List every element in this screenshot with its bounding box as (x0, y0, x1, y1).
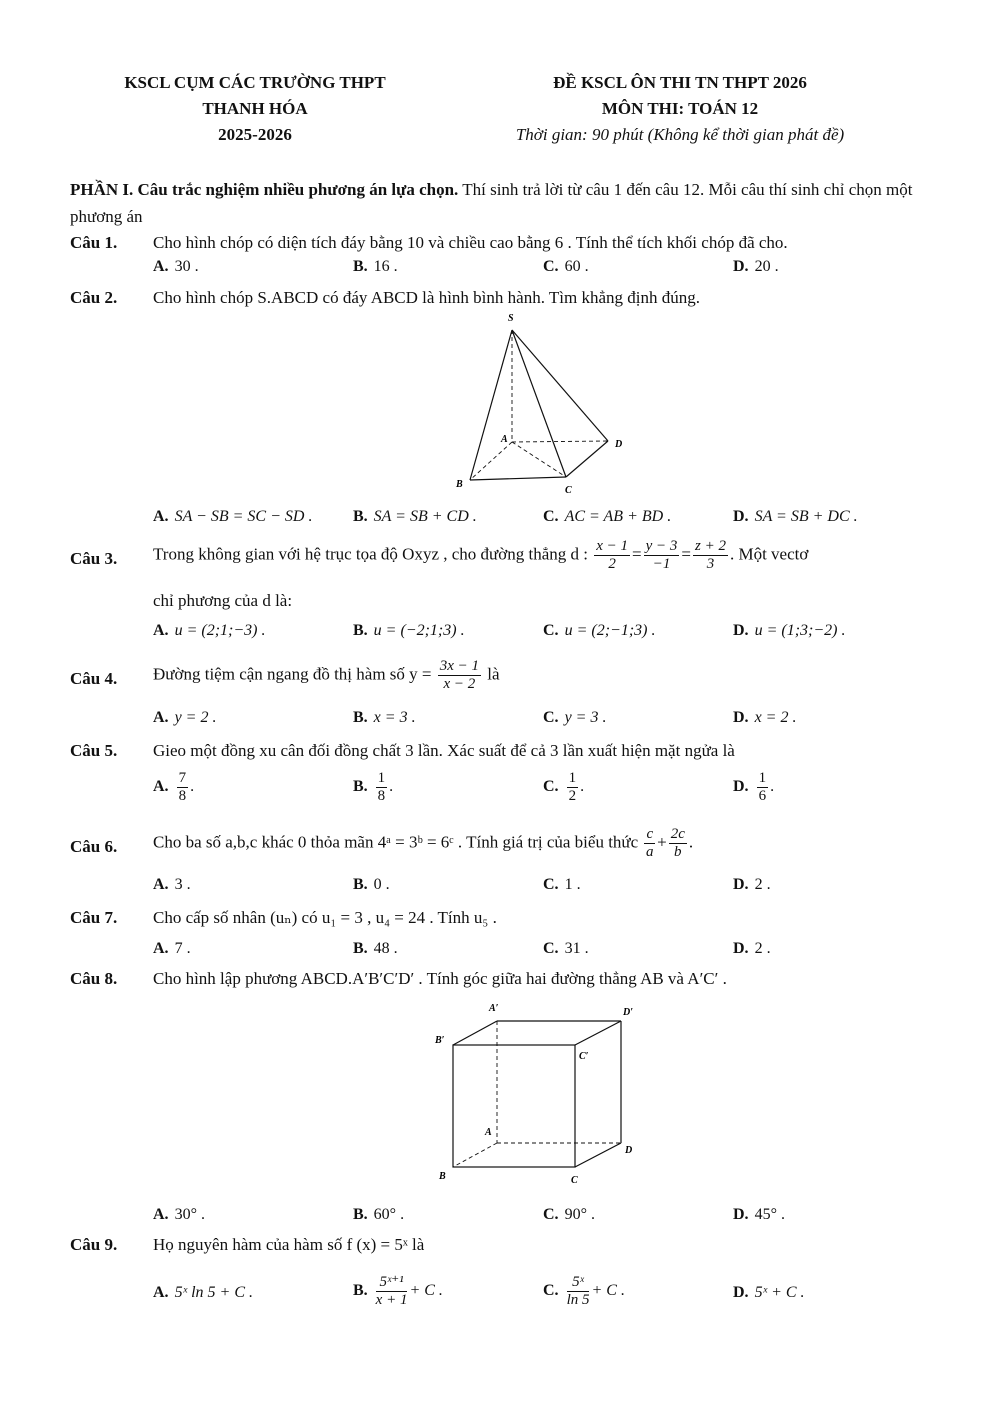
option-b[interactable]: B. 16 . (353, 258, 398, 275)
question-label: Câu 8. (70, 969, 118, 988)
edge-ad (512, 441, 608, 442)
fraction: $\frac{2c}{b}$ (670, 826, 685, 860)
option-d[interactable]: D. 2 . (733, 940, 771, 957)
options-2 (153, 508, 933, 532)
options-9 (153, 1274, 933, 1324)
options-6 (153, 876, 933, 900)
header-left (90, 70, 420, 148)
question-text: Cho cấp số nhân (uₙ) có u₁ = 3 , u₄ = 24 . Tính u₅ . (153, 908, 497, 927)
options-8 (153, 1206, 933, 1230)
edge-sb (470, 330, 512, 480)
question-text: Trong không gian với hệ trục tọa độ Oxyz , cho đường thẳng d : $\frac{x - 1}{2}$ = $\frac{y - 3}{-1}$ = $\frac{z + 2}{3}$ . Một vectơ (153, 538, 809, 572)
option-b[interactable]: B. x = 3 . (353, 709, 416, 726)
exam-title: ĐỀ KSCL ÔN THI TN THPT 2026 (553, 73, 807, 92)
option-a[interactable]: A. SA − SB = SC − SD . (153, 508, 313, 525)
edge-ab (470, 442, 512, 480)
options-4 (153, 709, 933, 733)
question-text: Cho hình lập phương ABCD.A′B′C′D′ . Tính góc giữa hai đường thẳng AB và A′C′ . (153, 969, 727, 988)
option-a[interactable]: A. 3 . (153, 876, 191, 893)
section-title: PHẦN I. Câu trắc nghiệm nhiều phương án lựa chọn. (70, 180, 459, 199)
question-text: Gieo một đồng xu cân đối đồng chất 3 lần. Xác suất để cả 3 lần xuất hiện mặt ngửa là (153, 741, 735, 760)
option-d[interactable]: D. u = (1;3;−2) . (733, 622, 846, 639)
option-a[interactable]: A. 30° . (153, 1206, 205, 1223)
option-b[interactable]: B. 60° . (353, 1206, 405, 1223)
vertex-b-label: B (439, 1171, 446, 1182)
question-text: Cho ba số a,b,c khác 0 thỏa mãn 4ᵃ = 3ᵇ = 6ᶜ . Tính giá trị của biểu thức $\frac{c}{a}$ + $\frac{2c}{b}$ . (153, 826, 694, 860)
options-3 (153, 622, 933, 646)
option-a[interactable]: A. u = (2;1;−3) . (153, 622, 266, 639)
option-c[interactable]: C. $\frac{1}{2}$ . (543, 770, 585, 804)
option-c[interactable]: C. 1 . (543, 876, 581, 893)
option-d[interactable]: D. 5ˣ + C . (733, 1284, 805, 1301)
vertex-b-label: B (456, 479, 463, 490)
option-b[interactable]: B. u = (−2;1;3) . (353, 622, 465, 639)
vertex-d-label: D (615, 439, 623, 450)
question-label: Câu 4. (70, 669, 118, 688)
time-line: Thời gian: 90 phút (Không kể thời gian phát đề) (515, 125, 845, 144)
vertex-d-label: D (625, 1145, 633, 1156)
option-a[interactable]: A. y = 2 . (153, 709, 217, 726)
options-5 (153, 770, 933, 814)
option-c[interactable]: C. 31 . (543, 940, 589, 957)
edge-b1a1 (453, 1021, 497, 1045)
question-label: Câu 9. (70, 1235, 118, 1254)
option-d[interactable]: D. 20 . (733, 258, 779, 275)
option-d[interactable]: D. 2 . (733, 876, 771, 893)
question-text: Cho hình chóp có diện tích đáy bằng 10 và chiều cao bằng 6 . Tính thể tích khối chóp đã cho. (153, 233, 788, 252)
question-text: Cho hình chóp S.ABCD có đáy ABCD là hình bình hành. Tìm khẳng định đúng. (153, 288, 700, 307)
pyramid-figure (440, 310, 640, 500)
fraction: $\frac{3x - 1}{x - 2}$ (439, 658, 480, 692)
edge-c1d1 (575, 1021, 621, 1045)
fraction: $\frac{y - 3}{-1}$ (645, 538, 678, 572)
vertex-c1-label: C′ (579, 1051, 589, 1062)
fraction: $\frac{c}{a}$ (646, 826, 654, 860)
section-text: Thí sinh trả lời từ câu 1 đến câu 12. Mỗi câu thí sinh chỉ chọn một phương án (70, 180, 913, 226)
vertex-s-label: S (508, 313, 514, 324)
options-7 (153, 940, 933, 964)
option-c[interactable]: C. u = (2;−1;3) . (543, 622, 656, 639)
question-label: Câu 3. (70, 549, 118, 568)
school-line: KSCL CỤM CÁC TRƯỜNG THPT (124, 73, 386, 92)
question-text-cont: chỉ phương của d là: (153, 591, 293, 610)
edge-ab (453, 1143, 497, 1167)
option-d[interactable]: D. $\frac{1}{6}$ . (733, 770, 775, 804)
question-label: Câu 5. (70, 741, 118, 760)
subject-line: MÔN THI: TOÁN 12 (601, 99, 759, 118)
edge-bc (470, 477, 566, 480)
province-line: THANH HÓA (202, 99, 308, 118)
option-c[interactable]: C. AC = AB + BD . (543, 508, 672, 525)
front-face (453, 1045, 575, 1167)
vertex-c-label: C (565, 485, 572, 496)
option-a[interactable]: A. 30 . (153, 258, 199, 275)
edge-cd (575, 1143, 621, 1167)
option-a[interactable]: A. 5ˣ ln 5 + C . (153, 1284, 253, 1301)
vertex-d1-label: D′ (623, 1007, 634, 1018)
question-label: Câu 6. (70, 837, 118, 856)
question-text: Đường tiệm cận ngang đồ thị hàm số y = $\frac{3x - 1}{x - 2}$ là (153, 658, 500, 692)
option-b[interactable]: B. 48 . (353, 940, 398, 957)
options-1 (153, 258, 933, 282)
year-line: 2025-2026 (218, 125, 292, 144)
option-b[interactable]: B. $\frac{1}{8}$ . (353, 770, 394, 804)
vertex-a1-label: A′ (489, 1003, 499, 1014)
cube-figure (425, 995, 645, 1195)
vertex-a-label: A (485, 1127, 492, 1138)
edge-sc (512, 330, 566, 477)
question-label: Câu 7. (70, 908, 118, 927)
fraction: $\frac{z + 2}{3}$ (695, 538, 726, 572)
question-label: Câu 2. (70, 288, 118, 307)
option-c[interactable]: C. y = 3 . (543, 709, 607, 726)
option-d[interactable]: D. SA = SB + DC . (733, 508, 858, 525)
vertex-b1-label: B′ (435, 1035, 445, 1046)
option-d[interactable]: D. 45° . (733, 1206, 785, 1223)
option-b[interactable]: B. SA = SB + CD . (353, 508, 477, 525)
option-c[interactable]: C. 60 . (543, 258, 589, 275)
edge-sd (512, 330, 608, 441)
header-right (470, 70, 890, 148)
diag-ac (512, 442, 566, 477)
fraction: $\frac{x - 1}{2}$ (596, 538, 629, 572)
question-label: Câu 1. (70, 233, 118, 252)
option-d[interactable]: D. x = 2 . (733, 709, 797, 726)
option-c[interactable]: C. 90° . (543, 1206, 595, 1223)
option-a[interactable]: A. 7 . (153, 940, 191, 957)
vertex-a-label: A (501, 434, 508, 445)
edge-cd (566, 441, 608, 477)
option-b[interactable]: B. 0 . (353, 876, 390, 893)
option-a[interactable]: A. $\frac{7}{8}$ . (153, 770, 195, 804)
question-text: Họ nguyên hàm của hàm số f (x) = 5ˣ là (153, 1235, 425, 1254)
option-b[interactable]: B. $\frac{\text{5ˣ⁺¹}}{x + 1}$ + C . (353, 1274, 443, 1308)
vertex-c-label: C (571, 1175, 578, 1186)
section-intro (70, 176, 930, 230)
option-c[interactable]: C. $\frac{\text{5ˣ}}{\ln 5}$ + C . (543, 1274, 625, 1308)
